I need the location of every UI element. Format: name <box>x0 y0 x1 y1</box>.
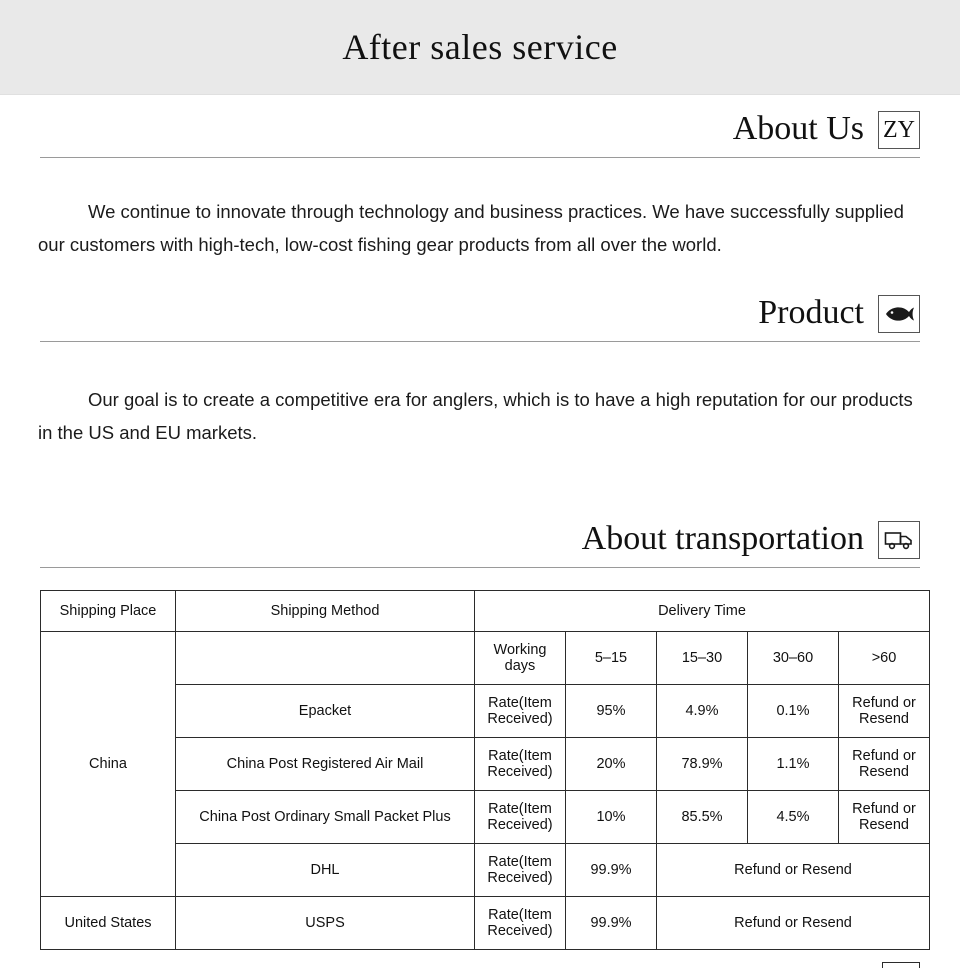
table-subheader-row <box>41 632 930 685</box>
table-row <box>41 897 930 950</box>
shipping-table <box>40 590 930 950</box>
cell-rate-over-60: Refund or Resend <box>839 685 930 738</box>
cell-rate-over-60: Refund or Resend <box>839 791 930 844</box>
about-us-paragraph: We continue to innovate through technology and business practices. We have successfully supplied our customers with high-tech, low-cost fishing gear products from all over the world. <box>38 200 904 255</box>
cell-rate-label: Rate(Item Received) <box>475 791 566 844</box>
cell-rate-15-30: 4.9% <box>657 685 748 738</box>
cell-method: Epacket <box>176 685 475 738</box>
cell-rate-label: Rate(Item Received) <box>475 738 566 791</box>
section-about-us-divider <box>40 157 920 158</box>
cell-range-3: 30–60 <box>748 632 839 685</box>
shipping-table-wrapper <box>0 568 960 950</box>
section-about-us <box>0 95 960 158</box>
header-delivery-time: Delivery Time <box>475 591 930 632</box>
section-about-us-head <box>40 95 920 149</box>
cell-refund-or-resend: Refund or Resend <box>657 897 930 950</box>
cell-rate-5-15: 10% <box>566 791 657 844</box>
cell-rate-30-60: 0.1% <box>748 685 839 738</box>
cell-method: China Post Ordinary Small Packet Plus <box>176 791 475 844</box>
section-product-head <box>40 279 920 333</box>
section-transportation <box>0 467 960 568</box>
cell-rate-30-60: 4.5% <box>748 791 839 844</box>
zy-logo-text: ZY <box>883 117 915 143</box>
cell-method: China Post Registered Air Mail <box>176 738 475 791</box>
cell-place-china: China <box>41 632 176 897</box>
table-header-row <box>41 591 930 632</box>
cell-rate-over-60: Refund or Resend <box>839 738 930 791</box>
cell-range-2: 15–30 <box>657 632 748 685</box>
cell-method: USPS <box>176 897 475 950</box>
page-title: After sales service <box>342 27 618 67</box>
section-product-title: Product <box>758 294 864 331</box>
cell-rate-label: Rate(Item Received) <box>475 844 566 897</box>
cell-refund-or-resend: Refund or Resend <box>657 844 930 897</box>
header-shipping-place: Shipping Place <box>41 591 176 632</box>
cell-rate-5-15: 20% <box>566 738 657 791</box>
product-paragraph: Our goal is to create a competitive era for anglers, which is to have a high reputation for our products in the US and EU markets. <box>38 388 913 443</box>
section-product <box>0 279 960 342</box>
cell-rate-label: Rate(Item Received) <box>475 685 566 738</box>
header-shipping-method: Shipping Method <box>176 591 475 632</box>
zy-logo-icon <box>878 111 920 149</box>
cell-method: DHL <box>176 844 475 897</box>
cell-rate-5-15: 99.9% <box>566 844 657 897</box>
bottom-partial-box <box>882 962 920 968</box>
section-transportation-head <box>40 505 920 559</box>
cell-rate-5-15: 99.9% <box>566 897 657 950</box>
cell-rate-15-30: 85.5% <box>657 791 748 844</box>
section-transportation-title: About transportation <box>581 520 864 557</box>
cell-range-1: 5–15 <box>566 632 657 685</box>
cell-rate-5-15: 95% <box>566 685 657 738</box>
cell-place-united-states: United States <box>41 897 176 950</box>
cell-rate-label: Rate(Item Received) <box>475 897 566 950</box>
cell-rate-30-60: 1.1% <box>748 738 839 791</box>
section-product-divider <box>40 341 920 342</box>
cell-range-4: >60 <box>839 632 930 685</box>
fish-icon <box>878 295 920 333</box>
delivery-truck-icon <box>878 521 920 559</box>
section-about-us-title: About Us <box>732 110 864 147</box>
cell-working-days: Working days <box>475 632 566 685</box>
page-banner <box>0 0 960 95</box>
cell-method-empty <box>176 632 475 685</box>
cell-rate-15-30: 78.9% <box>657 738 748 791</box>
